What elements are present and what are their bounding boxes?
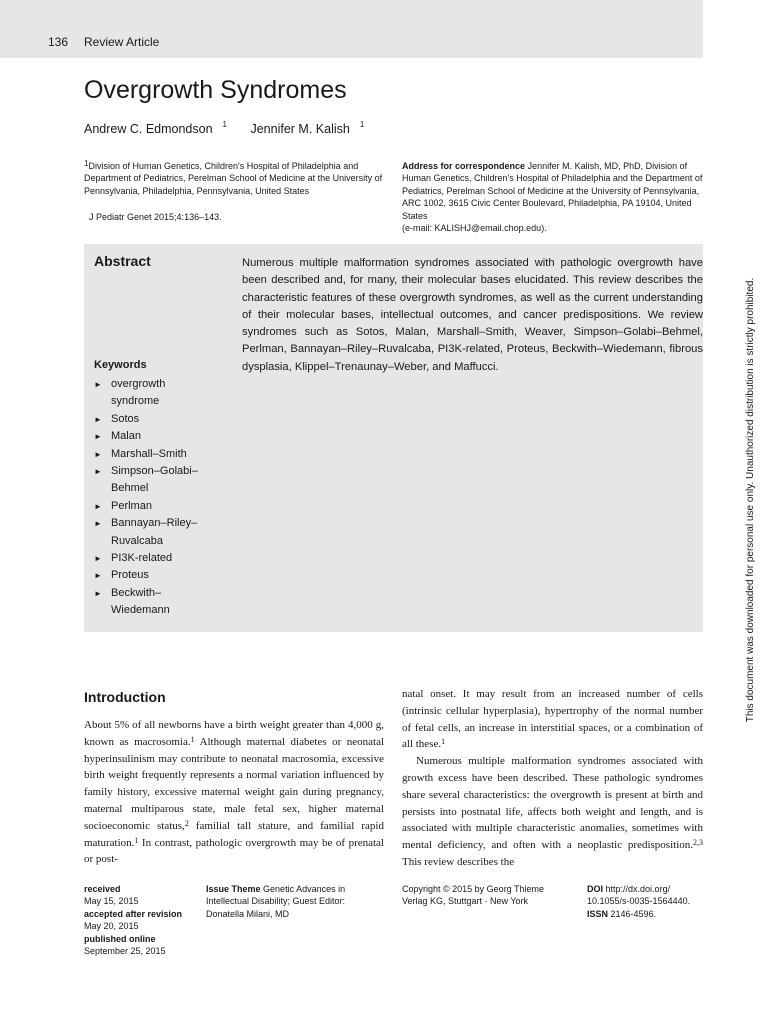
- author-list: [84, 122, 384, 136]
- header-bar: [0, 0, 703, 58]
- accepted-label: accepted after revision: [84, 908, 183, 919]
- abstract-text: Numerous multiple malformation syndromes associated with pathologic overgrowth have been described and, for many, their molecular bases elucidated. This review describes the characteristic features of these overgrowth syndromes, as well as the current understanding of their molecular bases, intellectual outcomes, and cancer predispositions. We review syndromes such as Sotos, Malan, Marshall–Smith, Weaver, Simpson–Golabi–Behmel, Perlman, Bannayan–Riley–Ruvalcaba, PI3K-related, Proteus, Beckwith–Wiedemann, fibrous dysplasia, Klippel–Trenaunay–Weber, and Maffucci.: [242, 257, 703, 373]
- journal-citation: J Pediatr Genet 2015;4:136–143.: [89, 212, 222, 222]
- keyword-item[interactable]: ► PI3K-related: [94, 550, 214, 567]
- affiliation-ref: 1: [222, 120, 227, 129]
- citation-ref[interactable]: 1: [441, 737, 446, 747]
- affiliation-ref: 1: [359, 120, 365, 129]
- correspondence: [402, 160, 707, 234]
- keyword-item[interactable]: ► Malan: [94, 428, 214, 445]
- received-date: May 15, 2015: [84, 896, 139, 907]
- body-column-left: [84, 717, 384, 868]
- citation-ref[interactable]: 1: [190, 734, 195, 744]
- correspondence-label: Address for correspondence: [402, 161, 526, 171]
- paragraph: About 5% of all newborns have a birth weight greater than 4,000 g, known as macrosomia.$^1$ Although maternal diabetes or neonatal hyperinsulinism may contribute to neonatal macrosomia, excessive birth weight frequently represents a normal variation influenced by family history, excessive maternal weight gain during pregnancy, maternal multiparous state, male fetal sex, higher maternal socioeconomic status,$^2$ familial tall stature, and familial rapid maturation.$^1$ In contrast, pathologic overgrowth may be of prenatal or post-: [84, 719, 385, 866]
- article-history: [84, 883, 182, 957]
- keywords-heading: Keywords: [94, 359, 147, 371]
- keyword-item[interactable]: ► Marshall–Smith: [94, 446, 214, 463]
- introduction-heading: Introduction: [84, 689, 166, 705]
- accepted-date: May 20, 2015: [84, 921, 139, 932]
- issue-theme-label: Issue Theme: [206, 884, 261, 894]
- citation-ref[interactable]: 2: [184, 818, 189, 828]
- abstract-heading: Abstract: [94, 253, 151, 269]
- keyword-item[interactable]: ► Bannayan–Riley–Ruvalcaba: [94, 515, 214, 550]
- paragraph: Numerous multiple malformation syndromes associated with growth excess have been described. These pathologic syndromes share several characteristics: the overgrowth is present at birth and persists into postnatal life, affects both weight and length, and is associated with multiple characteristic anomalies, sometimes with mental deficiency, and often with a neoplastic predisposition.$^{2,3}$ This review describes the: [402, 755, 703, 868]
- keyword-item[interactable]: ► Proteus: [94, 567, 214, 584]
- affiliation: 1Division of Human Genetics, Children's Hospital of Philadelphia and Department of Pediatrics, Perelman School of Medicine at the University of Pennsylvania, Philadelphia, Pennsylvania, United States: [84, 159, 383, 196]
- keyword-item[interactable]: ► Simpson–Golabi–Behmel: [94, 463, 214, 498]
- keyword-item[interactable]: ► overgrowth syndrome: [94, 376, 214, 411]
- keyword-item[interactable]: ► Sotos: [94, 411, 214, 428]
- published-label: published online: [84, 933, 156, 944]
- published-date: September 25, 2015: [84, 946, 166, 957]
- doi-link[interactable]: 10.1055/s-0035-1564440.: [587, 896, 691, 907]
- article-title: Overgrowth Syndromes: [84, 76, 347, 104]
- author: Jennifer M. Kalish $^1$: [250, 120, 365, 136]
- doi-issn: [587, 883, 690, 920]
- keyword-item[interactable]: ► Beckwith–Wiedemann: [94, 585, 214, 620]
- copyright: Copyright © 2015 by Georg Thieme Verlag KG, Stuttgart · New York: [402, 884, 545, 907]
- doi-link[interactable]: http://dx.doi.org/: [605, 884, 671, 894]
- citation-ref[interactable]: 1: [134, 835, 139, 845]
- received-label: received: [84, 884, 121, 894]
- body-column-right: [402, 686, 703, 871]
- issn-label: ISSN: [587, 908, 609, 919]
- issue-theme: Issue Theme Genetic Advances in Intellectual Disability; Guest Editor: Donatella Milani, MD: [206, 884, 346, 919]
- citation-ref[interactable]: 2,3: [693, 838, 703, 848]
- page-number: 136: [48, 35, 69, 49]
- doi-label: DOI: [587, 884, 604, 894]
- section-label: Review Article: [84, 35, 160, 49]
- download-notice: This document was downloaded for personal use only. Unauthorized distribution is strictly prohibited.: [745, 277, 756, 723]
- keyword-item[interactable]: ► Perlman: [94, 498, 214, 515]
- keywords-list: [94, 376, 214, 620]
- correspondence-address: Jennifer M. Kalish, MD, PhD, Division of Human Genetics, Children's Hospital of Philadelphia and the Department of Pediatrics, Perelman School of Medicine at the University of Pennsylvania, ARC 1002, 3615 Civic Center Boulevard, Philadelphia, PA 19104, United States: [402, 161, 703, 221]
- correspondence-email[interactable]: (e-mail: KALISHJ@email.chop.edu).: [402, 223, 547, 234]
- paragraph: natal onset. It may result from an increased number of cells (intrinsic cellular hyperplasia), hypertrophy of the normal number of fetal cells, an increase in interstitial spaces, or a combination of all these.$^1$: [402, 688, 703, 751]
- issn-value: 2146-4596.: [610, 908, 657, 919]
- author: Andrew C. Edmondson $^1$: [84, 120, 227, 136]
